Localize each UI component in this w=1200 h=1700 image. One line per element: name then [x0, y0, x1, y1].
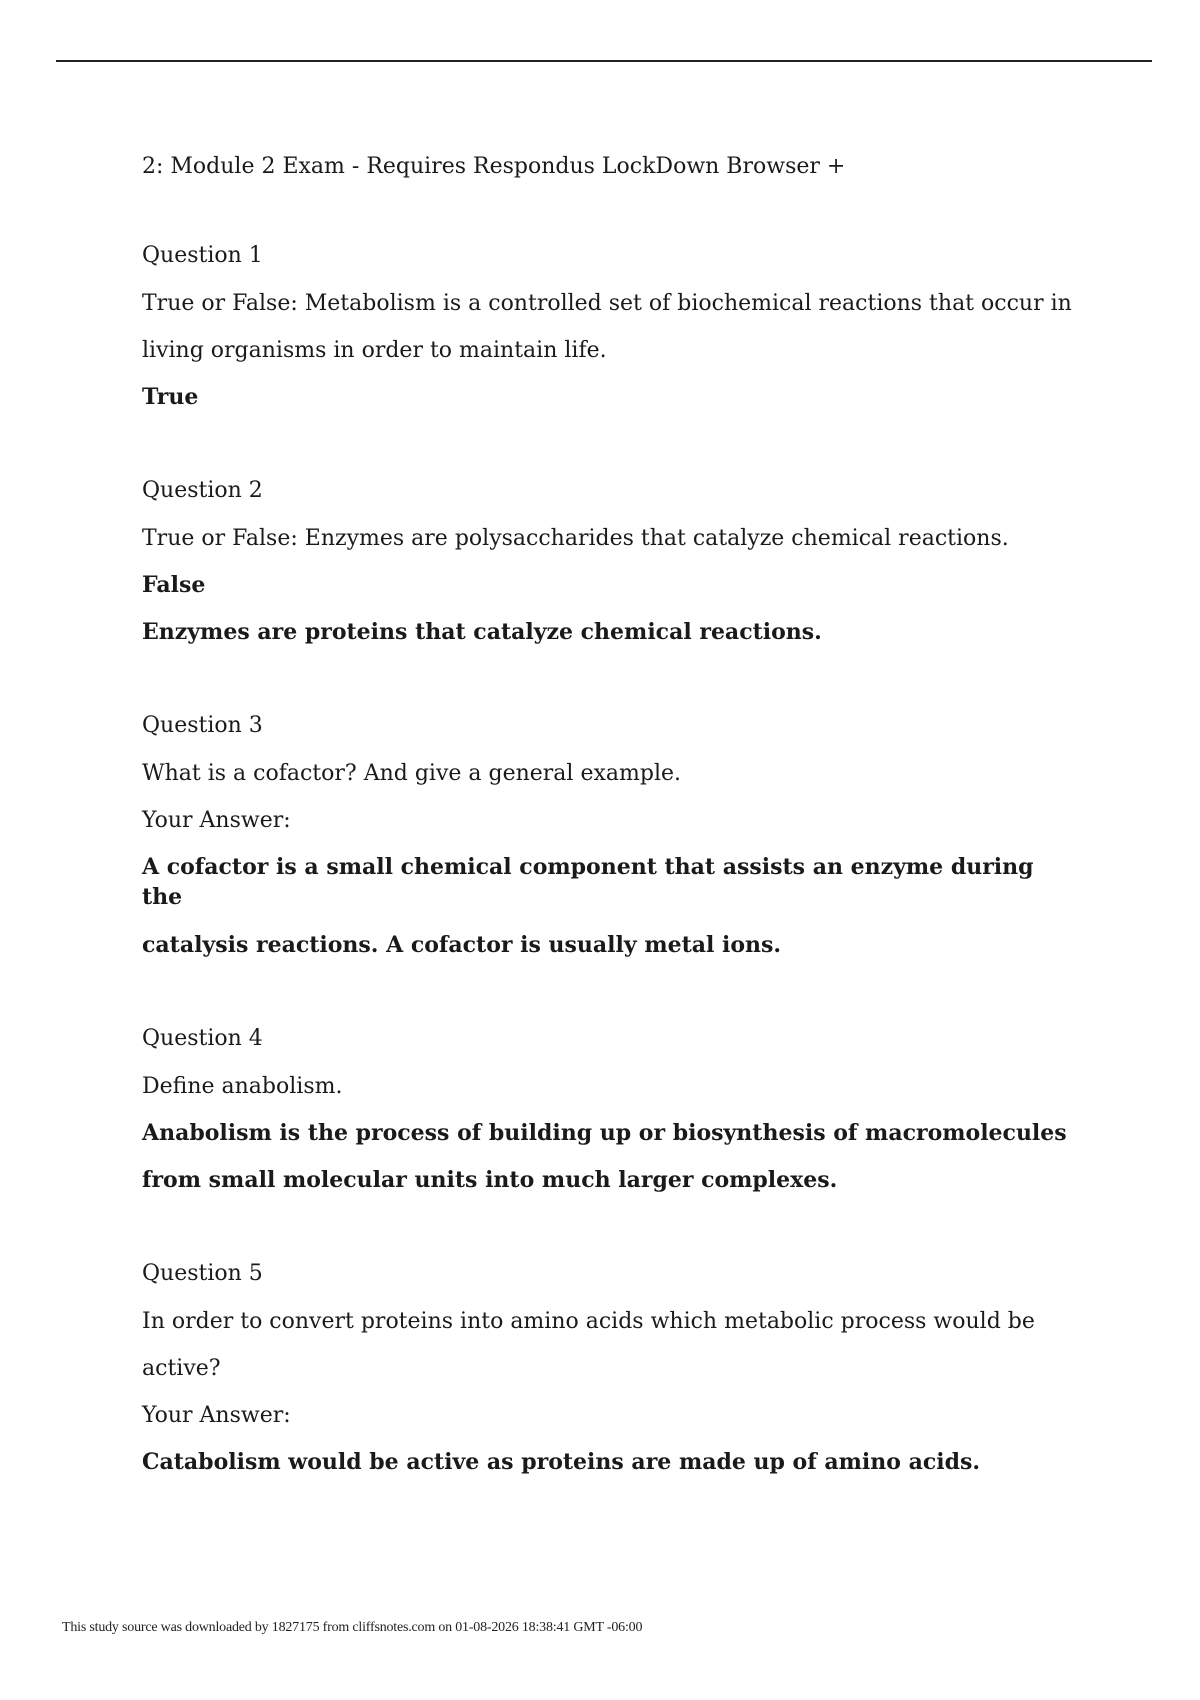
question-text: In order to convert proteins into amino acids which metabolic process would be active?	[142, 1309, 1035, 1381]
top-divider	[56, 60, 1152, 62]
question-label: Question 3	[142, 713, 263, 738]
question-block-2	[142, 467, 1072, 656]
question-label: Question 2	[142, 478, 263, 503]
answer-text: Catabolism would be active as proteins are made up of amino acids.	[142, 1449, 980, 1475]
your-answer-label: Your Answer:	[142, 1403, 291, 1428]
answer-text: False	[142, 572, 206, 598]
answer-text: True	[142, 384, 199, 410]
answer-text: A cofactor is a small chemical component that assists an enzyme during the	[142, 854, 1034, 910]
document-body	[142, 150, 1072, 1532]
question-label: Question 5	[142, 1261, 263, 1286]
question-label: Question 4	[142, 1026, 263, 1051]
question-block-1	[142, 232, 1072, 421]
question-text: True or False: Metabolism is a controlled set of biochemical reactions that occur in living organisms in order to maintain life.	[142, 291, 1072, 363]
your-answer-label: Your Answer:	[142, 808, 291, 833]
question-block-5	[142, 1250, 1072, 1486]
question-text: True or False: Enzymes are polysaccharides that catalyze chemical reactions.	[142, 526, 1009, 551]
question-block-3	[142, 702, 1072, 969]
answer-text-continued: from small molecular units into much larger complexes.	[142, 1167, 838, 1193]
question-text: What is a cofactor? And give a general example.	[142, 761, 681, 786]
answer-text: Anabolism is the process of building up or biosynthesis of macromolecules	[142, 1120, 1067, 1146]
document-title: 2: Module 2 Exam - Requires Respondus LockDown Browser +	[142, 154, 846, 179]
answer-text-continued: catalysis reactions. A cofactor is usually metal ions.	[142, 932, 782, 958]
download-footer: This study source was downloaded by 1827175 from cliffsnotes.com on 01-08-2026 18:38:41 GMT -06:00	[62, 1620, 643, 1635]
answer-explanation: Enzymes are proteins that catalyze chemical reactions.	[142, 619, 822, 645]
question-text: Define anabolism.	[142, 1074, 343, 1099]
question-label: Question 1	[142, 243, 263, 268]
question-block-4	[142, 1015, 1072, 1204]
